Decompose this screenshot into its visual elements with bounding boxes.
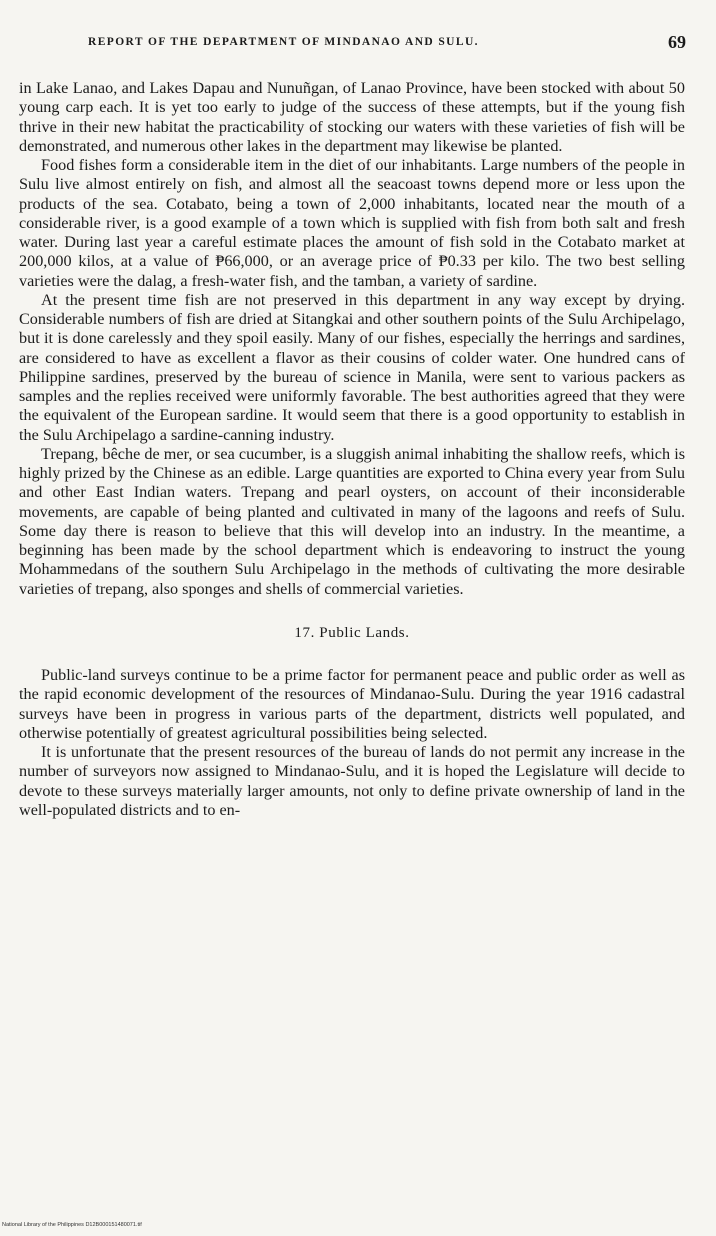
body-text bbox=[19, 79, 685, 820]
paragraph: Trepang, bêche de mer, or sea cucumber, is a sluggish animal inhabiting the shallow reefs, which is highly prized by the Chinese as an edible. Large quantities are exported to China every year from Sulu and other East Indian waters. Trepang and pearl oysters, on account of their inconsiderable movements, are capable of being planted and cultivated in many of the lagoons and reefs of Sulu. Some day there is reason to believe that this will develop into an industry. In the meantime, a beginning has been made by the school department which is endeavoring to instruct the young Mohammedans of the southern Sulu Archipelago in the methods of cultivating the more desirable varieties of trepang, also sponges and shells of commercial varieties. bbox=[19, 444, 685, 598]
paragraph: Food fishes form a considerable item in the diet of our inhabitants. Large numbers of the people in Sulu live almost entirely on fish, and almost all the seacoast towns depend more or less upon the products of the sea. Cotabato, being a town of 2,000 inhabitants, located near the mouth of a considerable river, is a good example of a town which is supplied with fish from both salt and fresh water. During last year a careful estimate places the amount of fish sold in the Cotabato market at 200,000 kilos, at a value of ₱66,000, or an average price of ₱0.33 per kilo. The two best selling varieties were the dalag, a fresh-water fish, and the tamban, a variety of sardine. bbox=[19, 156, 685, 290]
page-number: 69 bbox=[668, 32, 686, 52]
section-heading: 17. Public Lands. bbox=[294, 624, 410, 641]
paragraph: in Lake Lanao, and Lakes Dapau and Nunuñgan, of Lanao Province, have been stocked with about 50 young carp each. It is yet too early to judge of the success of these attempts, but if the young fish thrive in their new habitat the practicability of stocking our waters with these varieties of fish will be demonstrated, and numerous other lakes in the department may likewise be planted. bbox=[19, 79, 685, 155]
scan-footer: National Library of the Philippines D12B000151480071.tif bbox=[2, 1222, 142, 1228]
paragraph: It is unfortunate that the present resources of the bureau of lands do not permit any increase in the number of surveyors now assigned to Mindanao-Sulu, and it is hoped the Legislature will decide to devote to these surveys materially larger amounts, not only to define private ownership of land in the well-populated districts and to en- bbox=[19, 743, 685, 819]
running-title: REPORT OF THE DEPARTMENT OF MINDANAO AND SULU. bbox=[88, 36, 479, 48]
page-header bbox=[60, 30, 686, 56]
paragraph: At the present time fish are not preserved in this department in any way except by drying. Considerable numbers of fish are dried at Sitangkai and other southern points of the Sulu Archipelago, but it is done carelessly and they spoil easily. Many of our fishes, especially the herrings and sardines, are considered to have as excellent a flavor as their cousins of colder water. One hundred cans of Philippine sardines, preserved by the bureau of science in Manila, were sent to various packers as samples and the replies received were uniformly favorable. The best authorities agreed that they were the equivalent of the European sardine. It would seem that there is a good opportunity to establish in the Sulu Archipelago a sardine-canning industry. bbox=[19, 290, 685, 444]
paragraph: Public-land surveys continue to be a prime factor for permanent peace and public order as well as the rapid economic development of the resources of Mindanao-Sulu. During the year 1916 cadastral surveys have been in progress in various parts of the department, districts well populated, and otherwise potentially of greatest agricultural possibilities being selected. bbox=[19, 666, 685, 742]
